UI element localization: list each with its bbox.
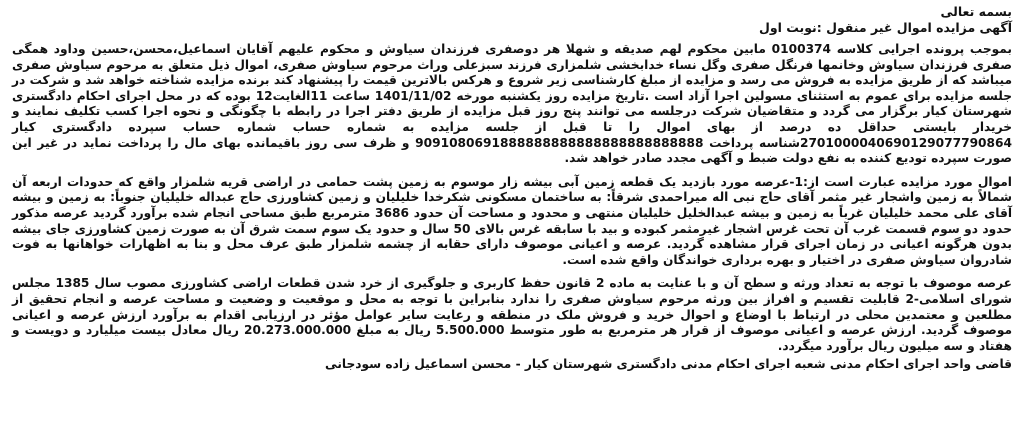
property-description-paragraph: اموال مورد مزایده عبارت است از:1-عرصه مورد بازدید یک قطعه زمین آبی بیشه زار موسوم به زمین پشت حمامی در اراضی قریه شلمزار واقع که حدودات اربعه آن شمالاً به زمین واشجار غیر مثمر آقای حاج نبی اله میراحمدی شرقاً: به ساختمان مسکونی شکرخدا خلیلیان و زمین کشاورزی حاج عبداله خلیلیان جنوباً: به زمین و بیشه آقای علی محمد خلیلیان غرباً به زمین و بیشه عبدالخلیل خلیلیان منتهی و محدود و مساحت آن حدود 3686 مترمربع طبق مساحی انجام شده برآورد گردید عرصه مذکور حدود دو سوم قسمت غرب آن تحت غرس اشجار غیرمثمر کبوده و بید با سابقه غرس بالای 50 سال و حدود یک سوم سمت شرق آن به صورت زمین کشاورزی جای بیشه بدون هرگونه اعیانی در زمان اجرای قرار مشاهده گردید. عرصه و اعیانی موصوف دارای حقابه از چشمه شلمزار طبق عرف محل و بنا به اظهارات خواهانها به فوت شادروان سیاوش صفری در اختیار و بهره برداری خواندگان واقع شده است.	[12, 174, 1013, 267]
intro-paragraph: بموجب پرونده اجرایی کلاسه 0100374 مابین محکوم لهم صدیقه و شهلا هر دوصفری فرزندان سیاوش و محکوم علیهم آقایان اسماعیل،محسن،حسین وداود همگی صفری فرزندان سیاوش وخانمها فرنگل صفری وگل نساء خدابخشی شلمزاری فرزند سبزعلی وراث مرحوم سیاوش صفری، اموال ذیل متعلق به مرحوم سیاوش صفری میباشد که از طریق مزایده به فروش می رسد و مزایده از مبلغ کارشناسی زیر شروع و هرکس بالاترین قیمت را پیشنهاد کند برنده مزایده شناخته خواهد شد و شرکت در جلسه مزایده برای عموم به استثنای مسولین اجرا آزاد است .تاریخ مزایده روز یکشنبه مورخه 1401/11/02 ساعت 11الغایت12 بوده که در محل اجرای احکام دادگستری شهرستان کیار برگزار می گردد و متقاضیان شرکت درجلسه می توانند پنج روز قبل مزایده از طریق دفتر اجرا در رابطه با چگونگی و نحوه اجرا کسب تکلیف نمایند و خریدار بایستی حداقل ده درصد از بهای اموال را تا قبل از جلسه مزایده به شماره حساب شماره حساب سپرده دادگستری کیار 2701000040690129077790864شناسه پرداخت 9091080691888888888888888888888888 و ظرف سی روز باقیمانده بهای مال را پرداخت نماید در غیر این صورت سپرده تودیع کننده به نفع دولت ضبط و آگهی مجدد صادر خواهد شد.	[12, 42, 1013, 166]
signature-line	[12, 356, 1012, 372]
signature-role: قاضی واحد اجرای احکام مدنی شعبه اجرای احکام مدنی دادگستری شهرستان کیار -	[515, 357, 1012, 372]
notice-title: آگهی مزایده اموال غیر منقول :نوبت اول	[759, 20, 1012, 35]
bismillah-heading: بسمه تعالی	[940, 4, 1012, 19]
valuation-paragraph: عرصه موصوف با توجه به تعداد ورثه و سطح آن و با عنایت به ماده 2 قانون حفظ کاربری و جلوگیری از خرد شدن قطعات اراضی کشاورزی مصوب سال 1385 مجلس شورای اسلامی-2 قابلیت تقسیم و افراز بین ورثه مرحوم سیاوش صفری را ندارد بنابراین با توجه به محل و موقعیت و وضعیت و مساحت عرصه و انجام تحقیق از مطلعین و معتمدین محلی در ارتباط با اوضاع و احوال خرید و فروش ملک در منطقه و رعایت سایر عوامل مؤثر در ارزیابی اقدام به برآورد ارزش عرصه و اعیانی موصوف گردید. ارزش عرصه و اعیانی موصوف از قرار هر مترمربع به طور متوسط 5.500.000 ریال به مبلغ 20.273.000.000 ریال معادل بیست میلیارد و دویست و هفتاد و سه میلیون ریال برآورد میگردد.	[12, 276, 1013, 353]
signature-name: محسن اسماعیل زاده سودجانی	[325, 357, 512, 372]
